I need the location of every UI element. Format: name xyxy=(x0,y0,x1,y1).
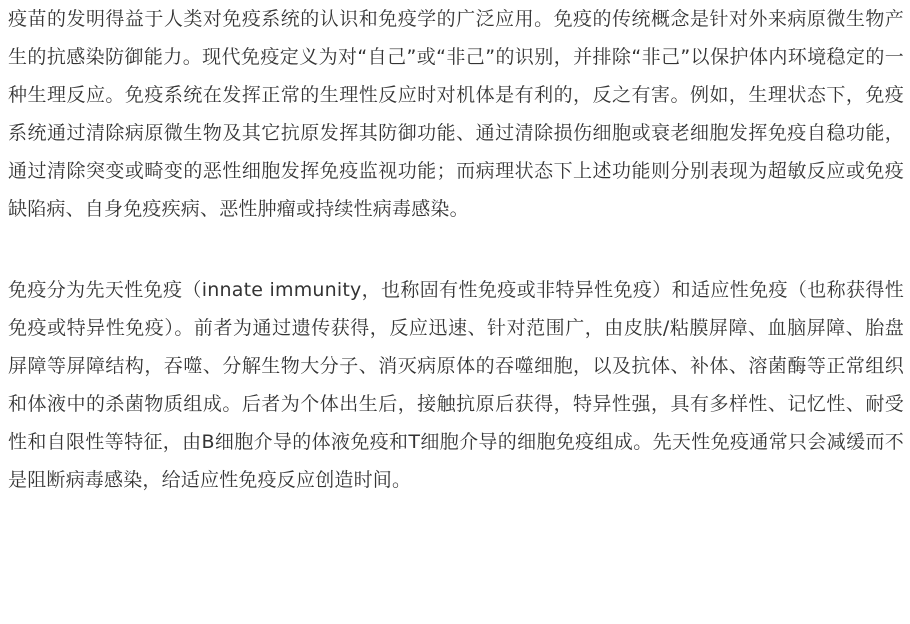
paragraph-vaccine-immunity-concept: 疫苗的发明得益于人类对免疫系统的认识和免疫学的广泛应用。免疫的传统概念是针对外来病原微生物产生的抗感染防御能力。现代免疫定义为对“自己”或“非己”的识别，并排除“非己”以保护体内环境稳定的一种生理反应。免疫系统在发挥正常的生理性反应时对机体是有利的，反之有害。例如，生理状态下，免疫系统通过清除病原微生物及其它抗原发挥其防御功能、通过清除损伤细胞或衰老细胞发挥免疫自稳功能，通过清除突变或畸变的恶性细胞发挥免疫监视功能；而病理状态下上述功能则分别表现为超敏反应或免疫缺陷病、自身免疫疾病、恶性肿瘤或持续性病毒感染。 xyxy=(8,8,904,220)
article-body xyxy=(8,0,904,499)
paragraph-innate-adaptive-immunity: 免疫分为先天性免疫（innate immunity，也称固有性免疫或非特异性免疫）和适应性免疫（也称获得性免疫或特异性免疫）。前者为通过遗传获得，反应迅速、针对范围广，由皮肤/粘膜屏障、血脑屏障、胎盘屏障等屏障结构，吞噬、分解生物大分子、消灭病原体的吞噬细胞，以及抗体、补体、溶菌酶等正常组织和体液中的杀菌物质组成。后者为个体出生后，接触抗原后获得，特异性强，具有多样性、记忆性、耐受性和自限性等特征，由B细胞介导的体液免疫和T细胞介导的细胞免疫组成。先天性免疫通常只会减缓而不是阻断病毒感染，给适应性免疫反应创造时间。 xyxy=(8,279,904,491)
